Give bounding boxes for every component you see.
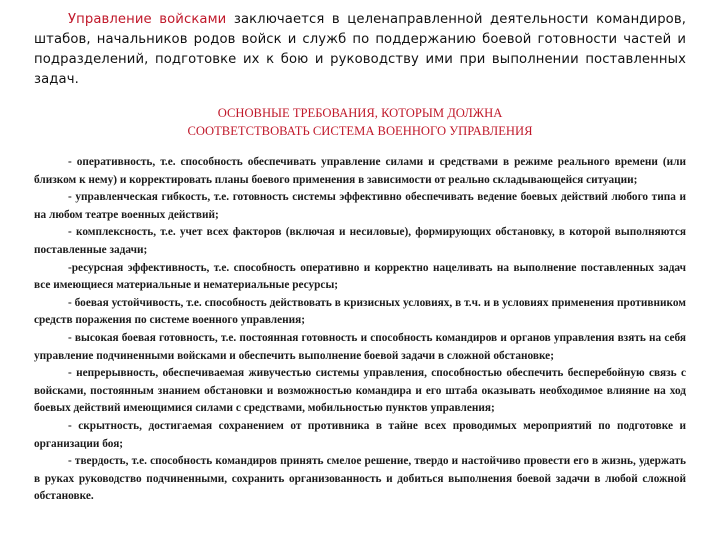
requirement-item: - оперативность, т.е. способность обеспечивать управление силами и средствами в режиме реального времени (или близком к нему) и корректировать планы боевого применения в зависимости от реально складывающейся ситуации;: [34, 156, 686, 186]
requirement-item: - комплексность, т.е. учет всех факторов (включая и несиловые), формирующих обстановку, в которой выполняются поставленные задачи;: [34, 226, 686, 256]
requirement-item: - управленческая гибкость, т.е. готовность системы эффективно обеспечивать ведение боевых действий любого типа и на любом театре военных действий;: [34, 191, 686, 221]
requirement-item: - боевая устойчивость, т.е. способность действовать в кризисных условиях, в т.ч. и в условиях применения противником средств поражения по системе военного управления;: [34, 296, 686, 327]
requirement-item: - скрытность, достигаемая сохранением от противника в тайне всех проводимых мероприятий по подготовке и организации боя;: [34, 419, 686, 450]
intro-text: заключается в целенаправленной деятельности командиров, штабов, начальников родов войск и служб по поддержанию боевой готовности частей и подразделений, подготовке их к бою и руководству ими при выполнении поставленных задач.: [34, 12, 686, 87]
heading-line-2: СООТВЕТСТВОВАТЬ СИСТЕМА ВОЕННОГО УПРАВЛЕНИЯ: [187, 124, 533, 138]
requirement-item: -ресурсная эффективность, т.е. способность оперативно и корректно нацеливать на выполнение поставленных задач все имеющиеся материальные и нематериальные ресурсы;: [34, 261, 686, 292]
requirement-item: - твердость, т.е. способность командиров принять смелое решение, твердо и настойчиво провести его в жизнь, удержать в руках руководство подчиненными, сохранить организованность и добиться выполнения боевой задачи в любой сложной обстановке.: [34, 455, 686, 503]
intro-term: Управление войсками: [68, 12, 227, 27]
requirement-item: - высокая боевая готовность, т.е. постоянная готовность и способность командиров и органов управления взять на себя управление подчиненными войсками и обеспечить выполнение боевой задачи в сложной обстановке;: [34, 331, 686, 362]
requirement-item: - непрерывность, обеспечиваемая живучестью системы управления, способностью обеспечить бесперебойную связь с войсками, постоянным знанием обстановки и возможностью командира и его штаба оказывать необходимое влияние на ход боевых действий имеющимися силами с средствами, мобильностью пунктов управления;: [34, 367, 686, 415]
requirements-list: [34, 154, 686, 506]
intro-paragraph: [34, 10, 686, 90]
heading-line-1: ОСНОВНЫЕ ТРЕБОВАНИЯ, КОТОРЫМ ДОЛЖНА: [217, 106, 503, 120]
section-heading: [34, 104, 686, 140]
